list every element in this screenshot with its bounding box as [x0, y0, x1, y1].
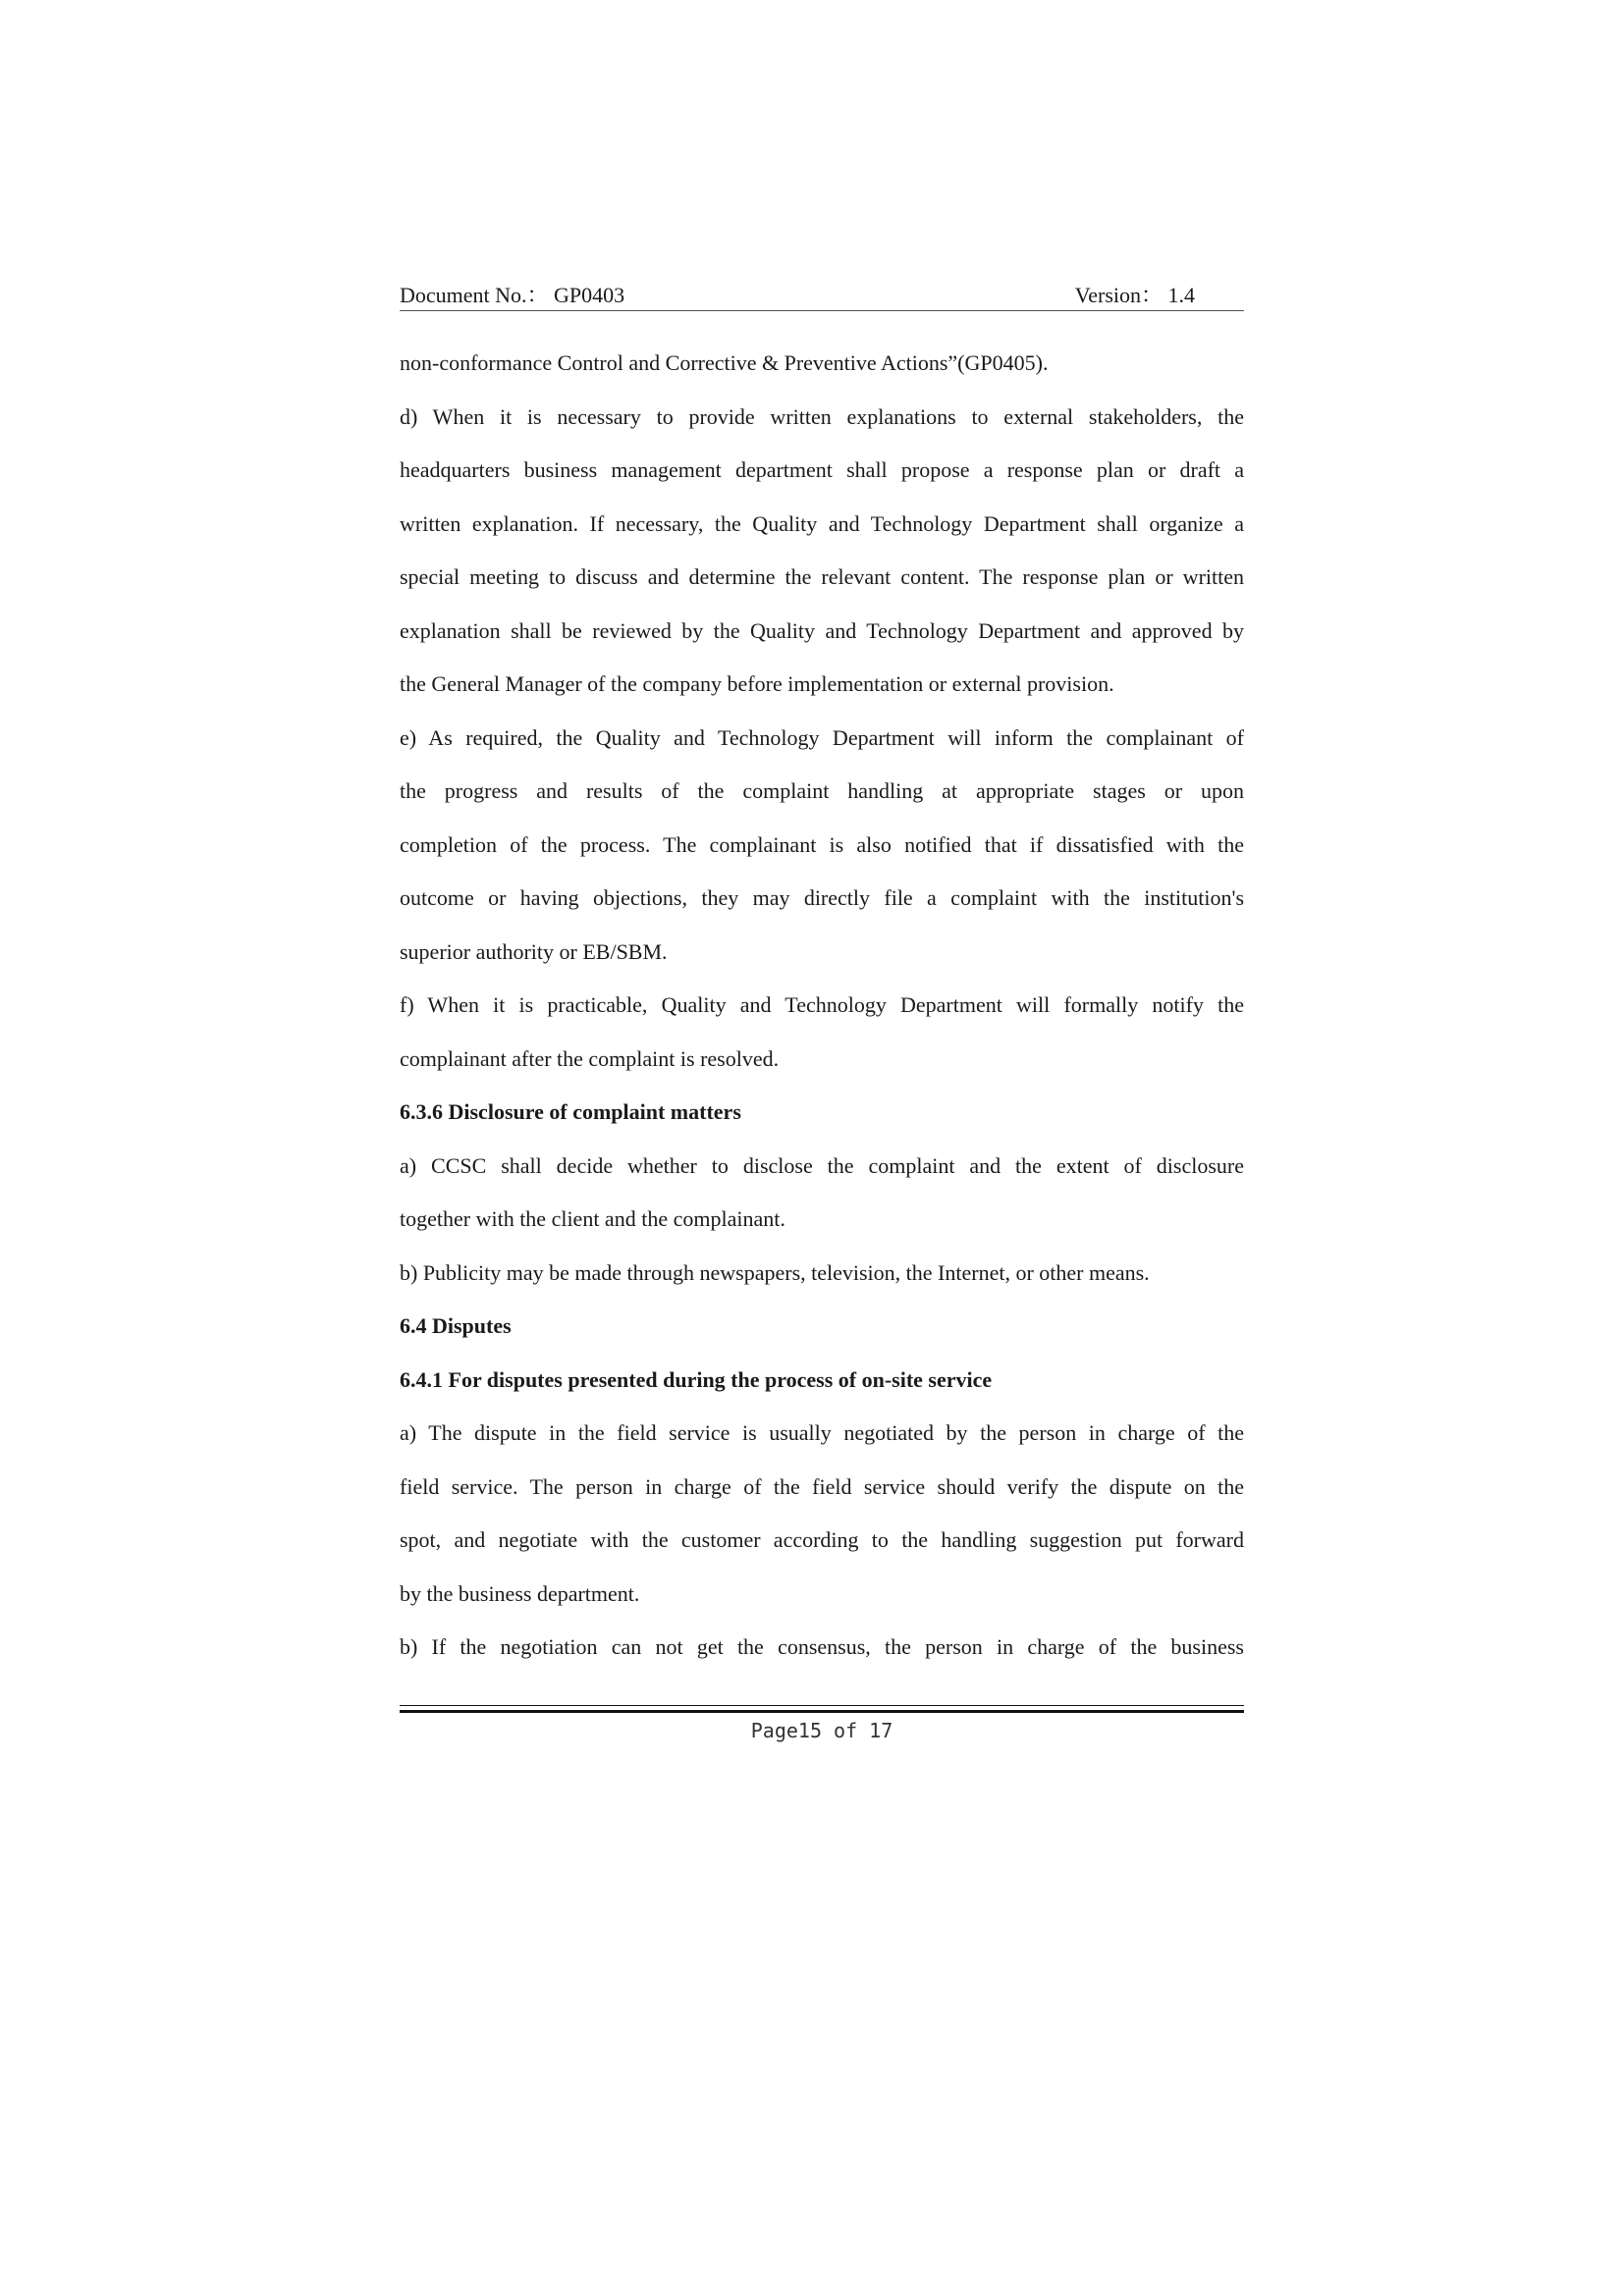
body-line: e) As required, the Quality and Technology Department will inform the complainant of — [400, 724, 1244, 750]
section-heading: 6.4 Disputes — [400, 1313, 512, 1338]
body-line: a) The dispute in the field service is usually negotiated by the person in charge of the — [400, 1420, 1244, 1445]
body-line: a) CCSC shall decide whether to disclose the complaint and the extent of disclosure — [400, 1152, 1244, 1178]
section-heading: 6.4.1 For disputes presented during the process of on-site service — [400, 1366, 993, 1392]
body-line: superior authority or EB/SBM. — [400, 938, 668, 964]
body-line: outcome or having objections, they may directly file a complaint with the institution's — [400, 885, 1244, 910]
body-line: field service. The person in charge of the field service should verify the dispute on the — [400, 1473, 1244, 1499]
body-line: the progress and results of the complaint handling at appropriate stages or upon — [400, 778, 1244, 803]
body-line: d) When it is necessary to provide written explanations to external stakeholders, the — [400, 403, 1244, 429]
page-number: Page15 of 17 — [750, 1719, 893, 1742]
body-line: complainant after the complaint is resolved. — [400, 1045, 780, 1071]
body-line: written explanation. If necessary, the Quality and Technology Department shall organize a — [400, 510, 1244, 536]
document-number: Document No.： GP0403 — [400, 283, 625, 307]
body-line: b) If the negotiation can not get the consensus, the person in charge of the business — [400, 1634, 1244, 1659]
page-header — [400, 281, 1244, 311]
body-line: by the business department. — [400, 1580, 640, 1606]
body-line: b) Publicity may be made through newspapers, television, the Internet, or other means. — [400, 1259, 1150, 1285]
body-line: the General Manager of the company before implementation or external provision. — [400, 671, 1114, 696]
footer-double-rule — [400, 1705, 1244, 1713]
body-line: non-conformance Control and Corrective & Preventive Actions”(GP0405). — [400, 350, 1049, 375]
body-line: together with the client and the complainant. — [400, 1206, 785, 1231]
body-line: explanation shall be reviewed by the Quality and Technology Department and approved by — [400, 617, 1244, 643]
document-version: Version： 1.4 — [1074, 283, 1195, 307]
body-line: completion of the process. The complainant is also notified that if dissatisfied with the — [400, 831, 1244, 857]
body-line: headquarters business management department shall propose a response plan or draft a — [400, 457, 1244, 482]
section-heading: 6.3.6 Disclosure of complaint matters — [400, 1099, 741, 1124]
body-line: f) When it is practicable, Quality and Technology Department will formally notify the — [400, 992, 1244, 1017]
body-line: spot, and negotiate with the customer according to the handling suggestion put forward — [400, 1527, 1244, 1552]
document-body — [400, 344, 1244, 1682]
body-line: special meeting to discuss and determine the relevant content. The response plan or written — [400, 564, 1244, 589]
